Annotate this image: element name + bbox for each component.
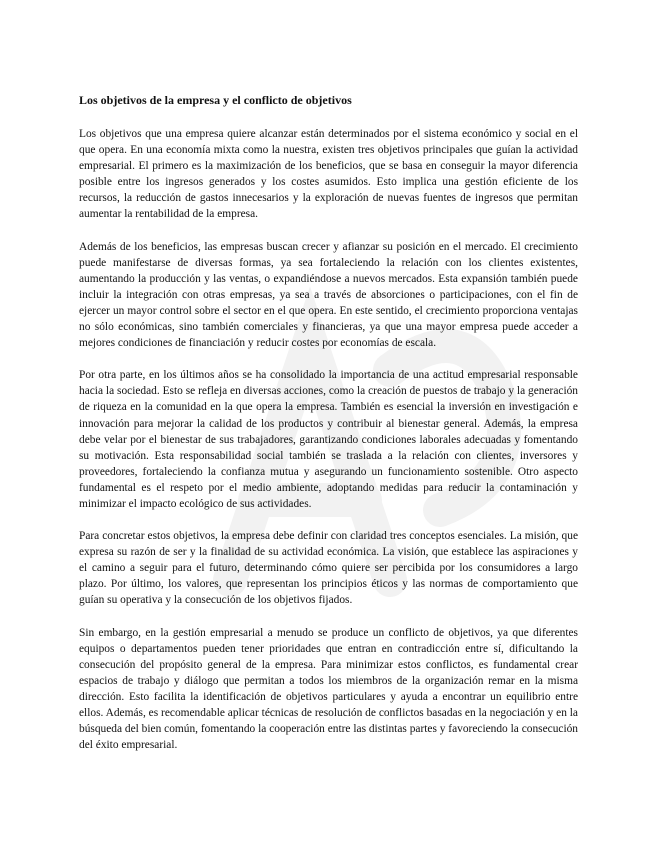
document-body — [79, 92, 578, 769]
paragraph-3: Por otra parte, en los últimos años se ha consolidado la importancia de una actitud empresarial responsable hacia la sociedad. Esto se refleja en diversas acciones, como la creación de puestos de trabajo y la generación de riqueza en la comunidad en la que opera la empresa. También es esencial la inversión en investigación e innovación para mejorar la calidad de los productos y contribuir al bienestar general. Además, la empresa debe velar por el bienestar de sus trabajadores, garantizando condiciones laborales adecuadas y fomentando su motivación. Esta responsabilidad social también se traslada a la relación con clientes, inversores y proveedores, fortaleciendo la confianza mutua y asegurando un funcionamiento sostenible. Otro aspecto fundamental es el respeto por el medio ambiente, adoptando medidas para reducir la contaminación y minimizar el impacto ecológico de sus actividades. — [79, 369, 578, 510]
paragraph-5: Sin embargo, en la gestión empresarial a menudo se produce un conflicto de objetivos, ya que diferentes equipos o departamentos pueden tener prioridades que entran en contradicción entre sí, dificultando la consecución del propósito general de la empresa. Para minimizar estos conflictos, es fundamental crear espacios de trabajo y diálogo que permitan a todos los miembros de la organización remar en la misma dirección. Esto facilita la identificación de objetivos particulares y ayuda a encontrar un equilibrio entre ellos. Además, es recomendable aplicar técnicas de resolución de conflictos basadas en la negociación y en la búsqueda del bien común, fomentando la cooperación entre las distintas partes y favoreciendo la consecución del éxito empresarial. — [79, 626, 578, 752]
document-title: Los objetivos de la empresa y el conflicto de objetivos — [79, 93, 352, 107]
paragraph-2: Además de los beneficios, las empresas buscan crecer y afianzar su posición en el mercado. El crecimiento puede manifestarse de diversas formas, ya sea fortaleciendo la relación con los clientes existentes, aumentando la producción y las ventas, o expandiéndose a nuevos mercados. Esta expansión también puede incluir la integración con otras empresas, ya sea a través de absorciones o participaciones, con el fin de ejercer un mayor control sobre el sector en el que opera. En este sentido, el crecimiento proporciona ventajas no sólo económicas, sino también comerciales y financieras, ya que una mayor empresa puede acceder a mejores condiciones de financiación y reducir costes por economías de escala. — [79, 240, 578, 350]
paragraph-4: Para concretar estos objetivos, la empresa debe definir con claridad tres conceptos esenciales. La misión, que expresa su razón de ser y la finalidad de su actividad económica. La visión, que establece las aspiraciones y el camino a seguir para el futuro, determinando cómo quiere ser percibida por los consumidores a largo plazo. Por último, los valores, que representan los principios éticos y las normas de comportamiento que guían su operativa y la consecución de los objetivos fijados. — [79, 530, 578, 607]
paragraph-1: Los objetivos que una empresa quiere alcanzar están determinados por el sistema económico y social en el que opera. En una economía mixta como la nuestra, existen tres objetivos principales que guían la actividad empresarial. El primero es la maximización de los beneficios, que se basa en conseguir la mayor diferencia posible entre los ingresos generados y los costes asumidos. Esto implica una gestión eficiente de los recursos, la reducción de gastos innecesarios y la exploración de nuevas fuentes de ingresos que permitan aumentar la rentabilidad de la empresa. — [79, 128, 578, 221]
